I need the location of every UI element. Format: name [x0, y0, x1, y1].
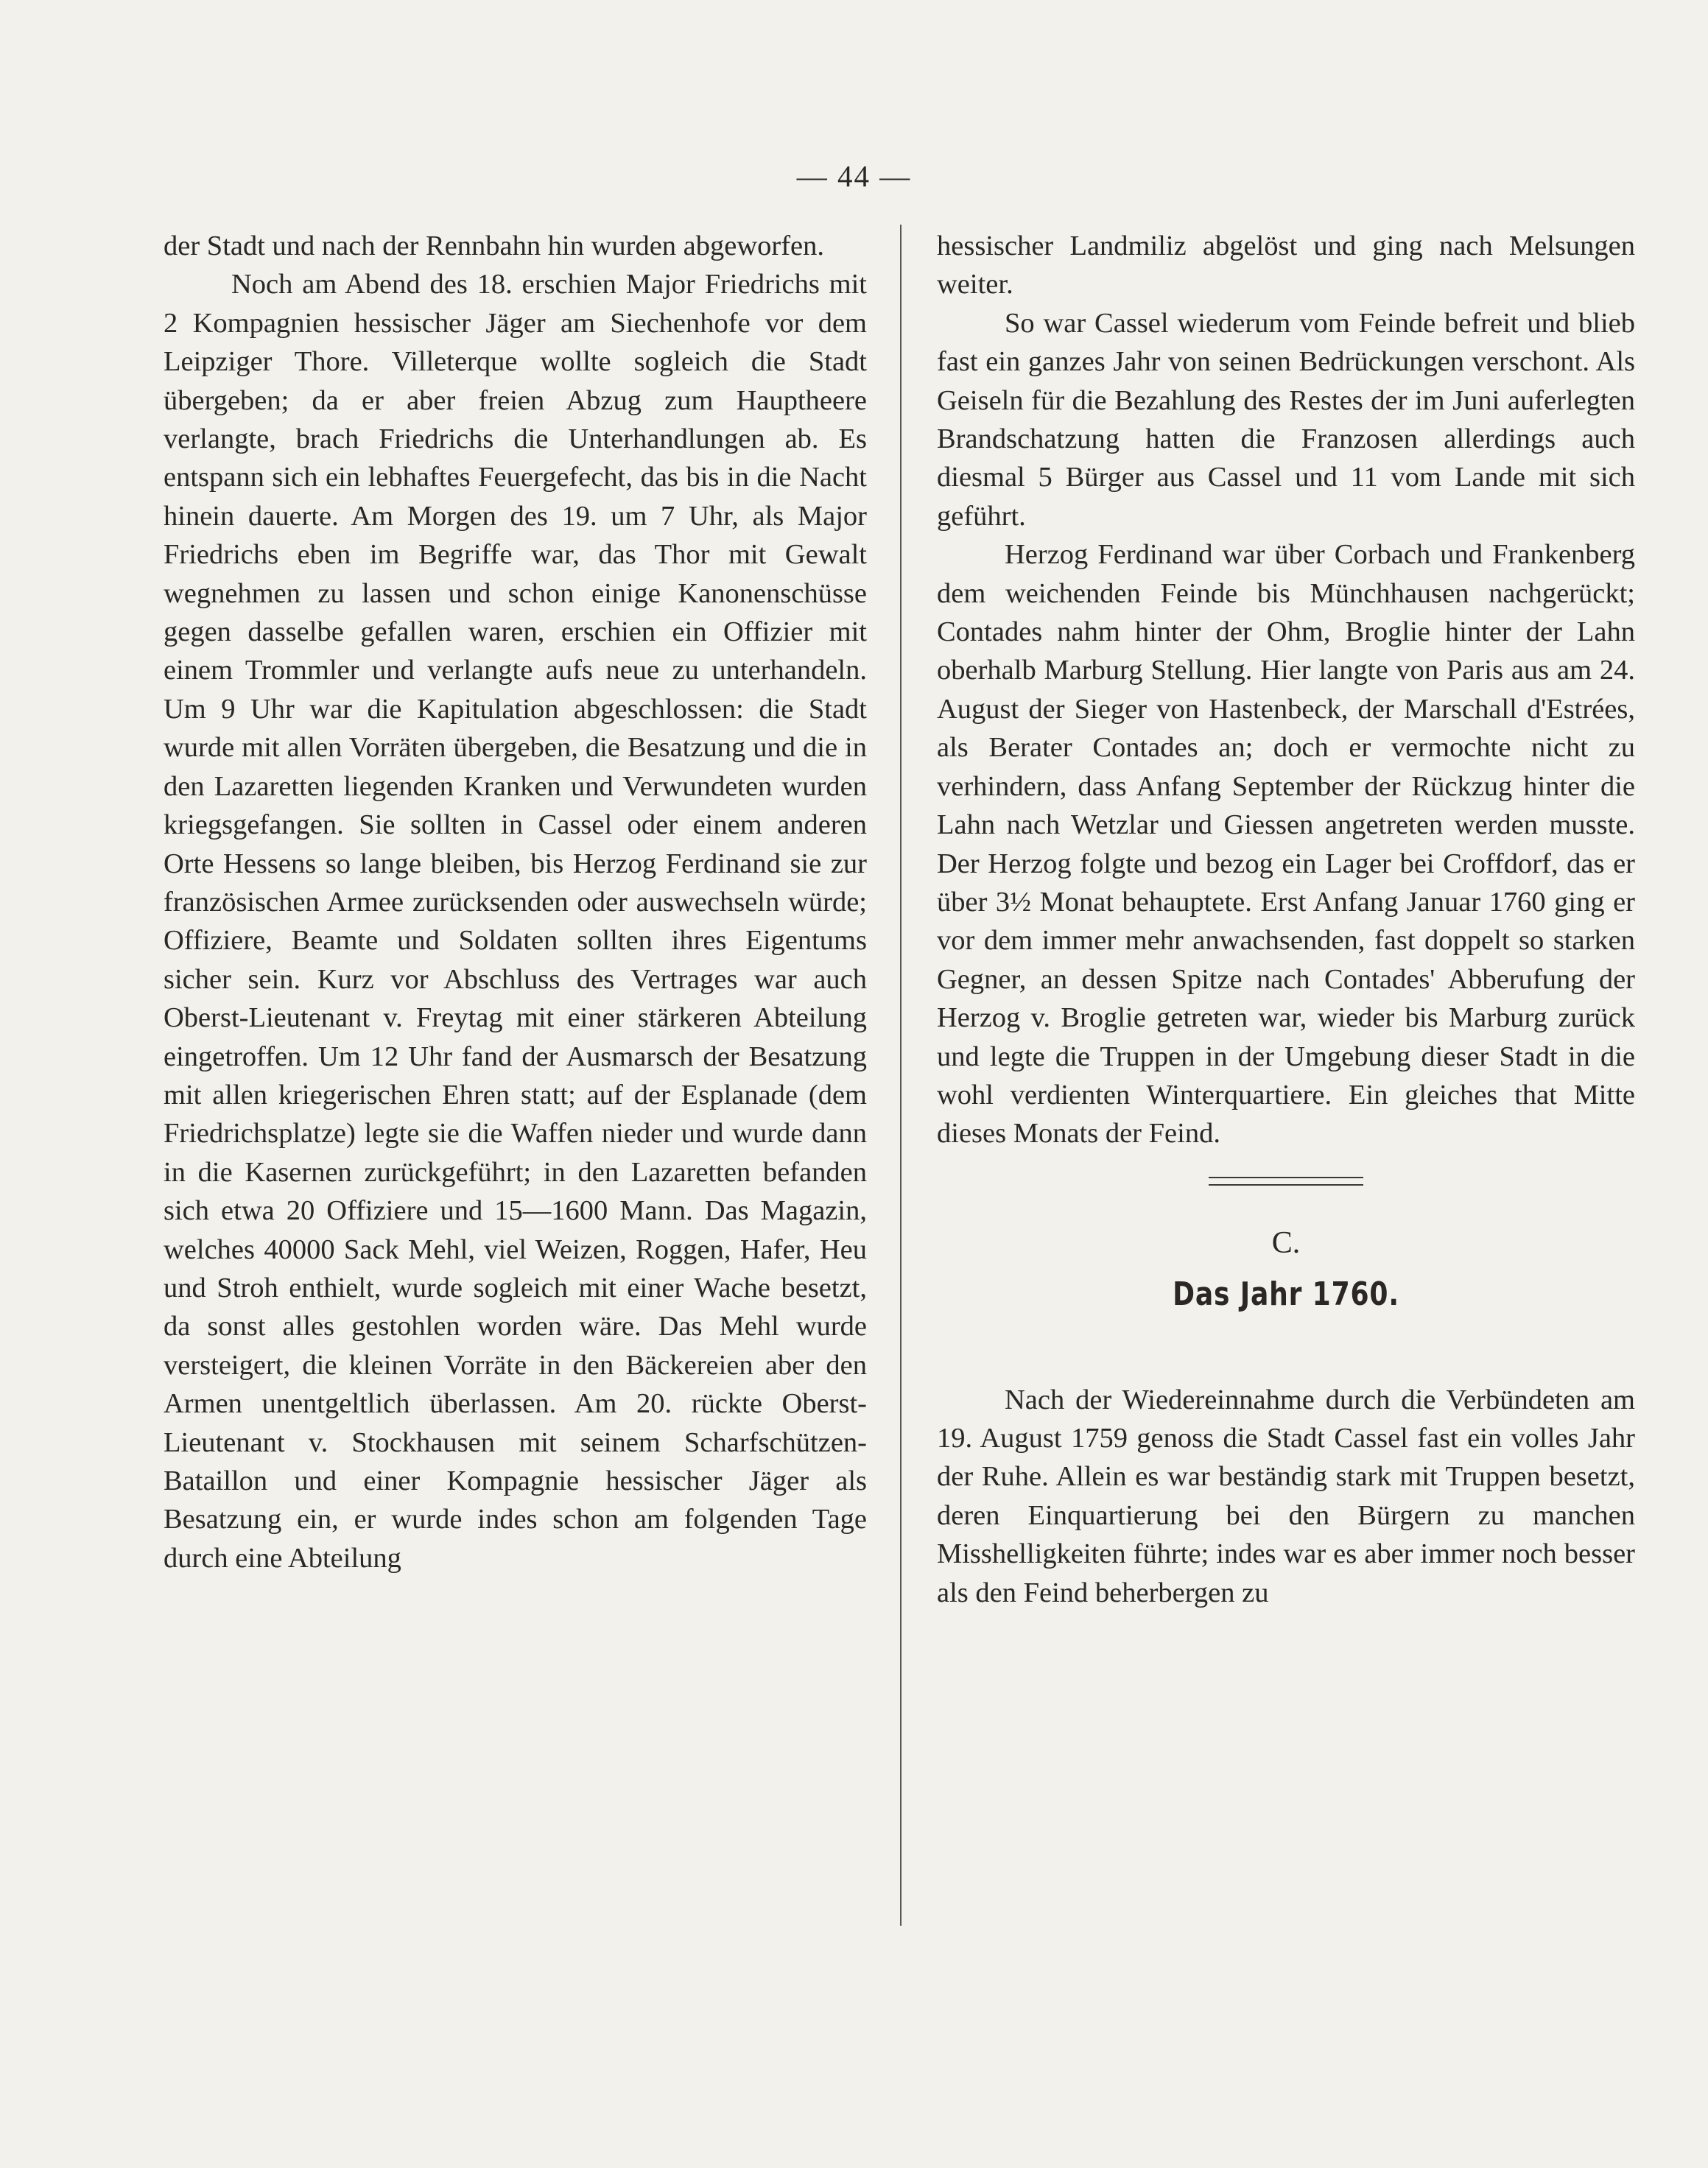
- paragraph: Nach der Wiedereinnahme durch die Verbündeten am 19. August 1759 genoss die Stadt Cassel fast ein volles Jahr der Ruhe. Allein es war beständig stark mit Truppen besetzt, deren Einquartierung bei den Bürgern zu manchen Misshelligkeiten führte; indes war es aber immer noch besser als den Feind beherbergen zu: [937, 1384, 1635, 1608]
- paragraph: Herzog Ferdinand war über Corbach und Frankenberg dem weichenden Feinde bis Münchhausen nachgerückt; Contades nahm hinter der Ohm, Broglie hinter der Lahn oberhalb Marburg Stellung. Hier langte von Paris aus am 24. August der Sieger von Hastenbeck, der Marschall d'Estrées, als Berater Contades an; doch er vermochte nicht zu verhindern, dass Anfang September der Rückzug hinter die Lahn nach Wetzlar und Giessen angetreten werden musste. Der Herzog folgte und bezog ein Lager bei Croffdorf, das er über 3½ Monat behauptete. Erst Anfang Januar 1760 ging er vor dem immer mehr anwachsenden, fast doppelt so starken Gegner, an dessen Spitze nach Contades' Abberufung der Herzog v. Broglie getreten war, wieder bis Marburg zurück und legte die Truppen in der Umgebung dieser Stadt in die wohl verdienten Winterquartiere. Ein gleiches that Mitte dieses Monats der Feind.: [937, 539, 1635, 1150]
- left-column: [164, 227, 867, 1577]
- section-letter: C.: [1271, 1225, 1301, 1260]
- right-column: [937, 227, 1635, 1612]
- paragraph-continuation: der Stadt und nach der Rennbahn hin wurden abgeworfen.: [164, 230, 824, 261]
- paragraph: Noch am Abend des 18. erschien Major Friedrichs mit 2 Kompagnien hessischer Jäger am Siechenhofe vor dem Leipziger Thore. Villeterque wollte sogleich die Stadt übergeben; da er aber freien Abzug zum Hauptheere verlangte, brach Friedrichs die Unterhandlungen ab. Es entspann sich ein lebhaftes Feuergefecht, das bis in die Nacht hinein dauerte. Am Morgen des 19. um 7 Uhr, als Major Friedrichs eben im Begriffe war, das Thor mit Gewalt wegnehmen zu lassen und schon einige Kanonenschüsse gegen dasselbe gefallen waren, erschien ein Offizier mit einem Trommler und verlangte aufs neue zu unterhandeln. Um 9 Uhr war die Kapitulation abgeschlossen: die Stadt wurde mit allen Vorräten übergeben, die Besatzung und die in den Lazaretten liegenden Kranken und Verwundeten wurden kriegsgefangen. Sie sollten in Cassel oder einem anderen Orte Hessens so lange bleiben, bis Herzog Ferdinand sie zur französischen Armee zurücksenden oder auswechseln würde; Offiziere, Beamte und Soldaten sollten ihres Eigentums sicher sein. Kurz vor Abschluss des Vertrages war auch Oberst-Lieutenant v. Freytag mit einer stärkeren Abteilung eingetroffen. Um 12 Uhr fand der Ausmarsch der Besatzung mit allen kriegerischen Ehren statt; auf der Esplanade (dem Friedrichsplatze) legte sie die Waffen nieder und wurde dann in die Kasernen zurückgeführt; in den Lazaretten befanden sich etwa 20 Offiziere und 15—1600 Mann. Das Magazin, welches 40000 Sack Mehl, viel Weizen, Roggen, Hafer, Heu und Stroh enthielt, wurde sogleich mit einer Wache besetzt, da sonst alles gestohlen worden wäre. Das Mehl wurde versteigert, die kleinen Vorräte in den Bäckereien aber den Armen unentgeltlich überlassen. Am 20. rückte Oberst-Lieutenant v. Stockhausen mit seinem Scharfschützen-Bataillon und einer Kompagnie hessischer Jäger als Besatzung ein, er wurde indes schon am folgenden Tage durch eine Abteilung: [164, 269, 867, 1574]
- page-number: — 44 —: [796, 159, 912, 193]
- section-title: Das Jahr 1760.: [1173, 1275, 1399, 1314]
- column-divider: [900, 225, 902, 1926]
- paragraph-continuation: hessischer Landmiliz abgelöst und ging nach Melsungen weiter.: [937, 230, 1635, 300]
- section-separator: [1209, 1177, 1363, 1186]
- paragraph: So war Cassel wiederum vom Feinde befreit und blieb fast ein ganzes Jahr von seinen Bedrückungen verschont. Als Geiseln für die Bezahlung des Restes der im Juni auferlegten Brandschatzung hatten die Franzosen allerdings auch diesmal 5 Bürger aus Cassel und 11 vom Lande mit sich geführt.: [937, 307, 1635, 532]
